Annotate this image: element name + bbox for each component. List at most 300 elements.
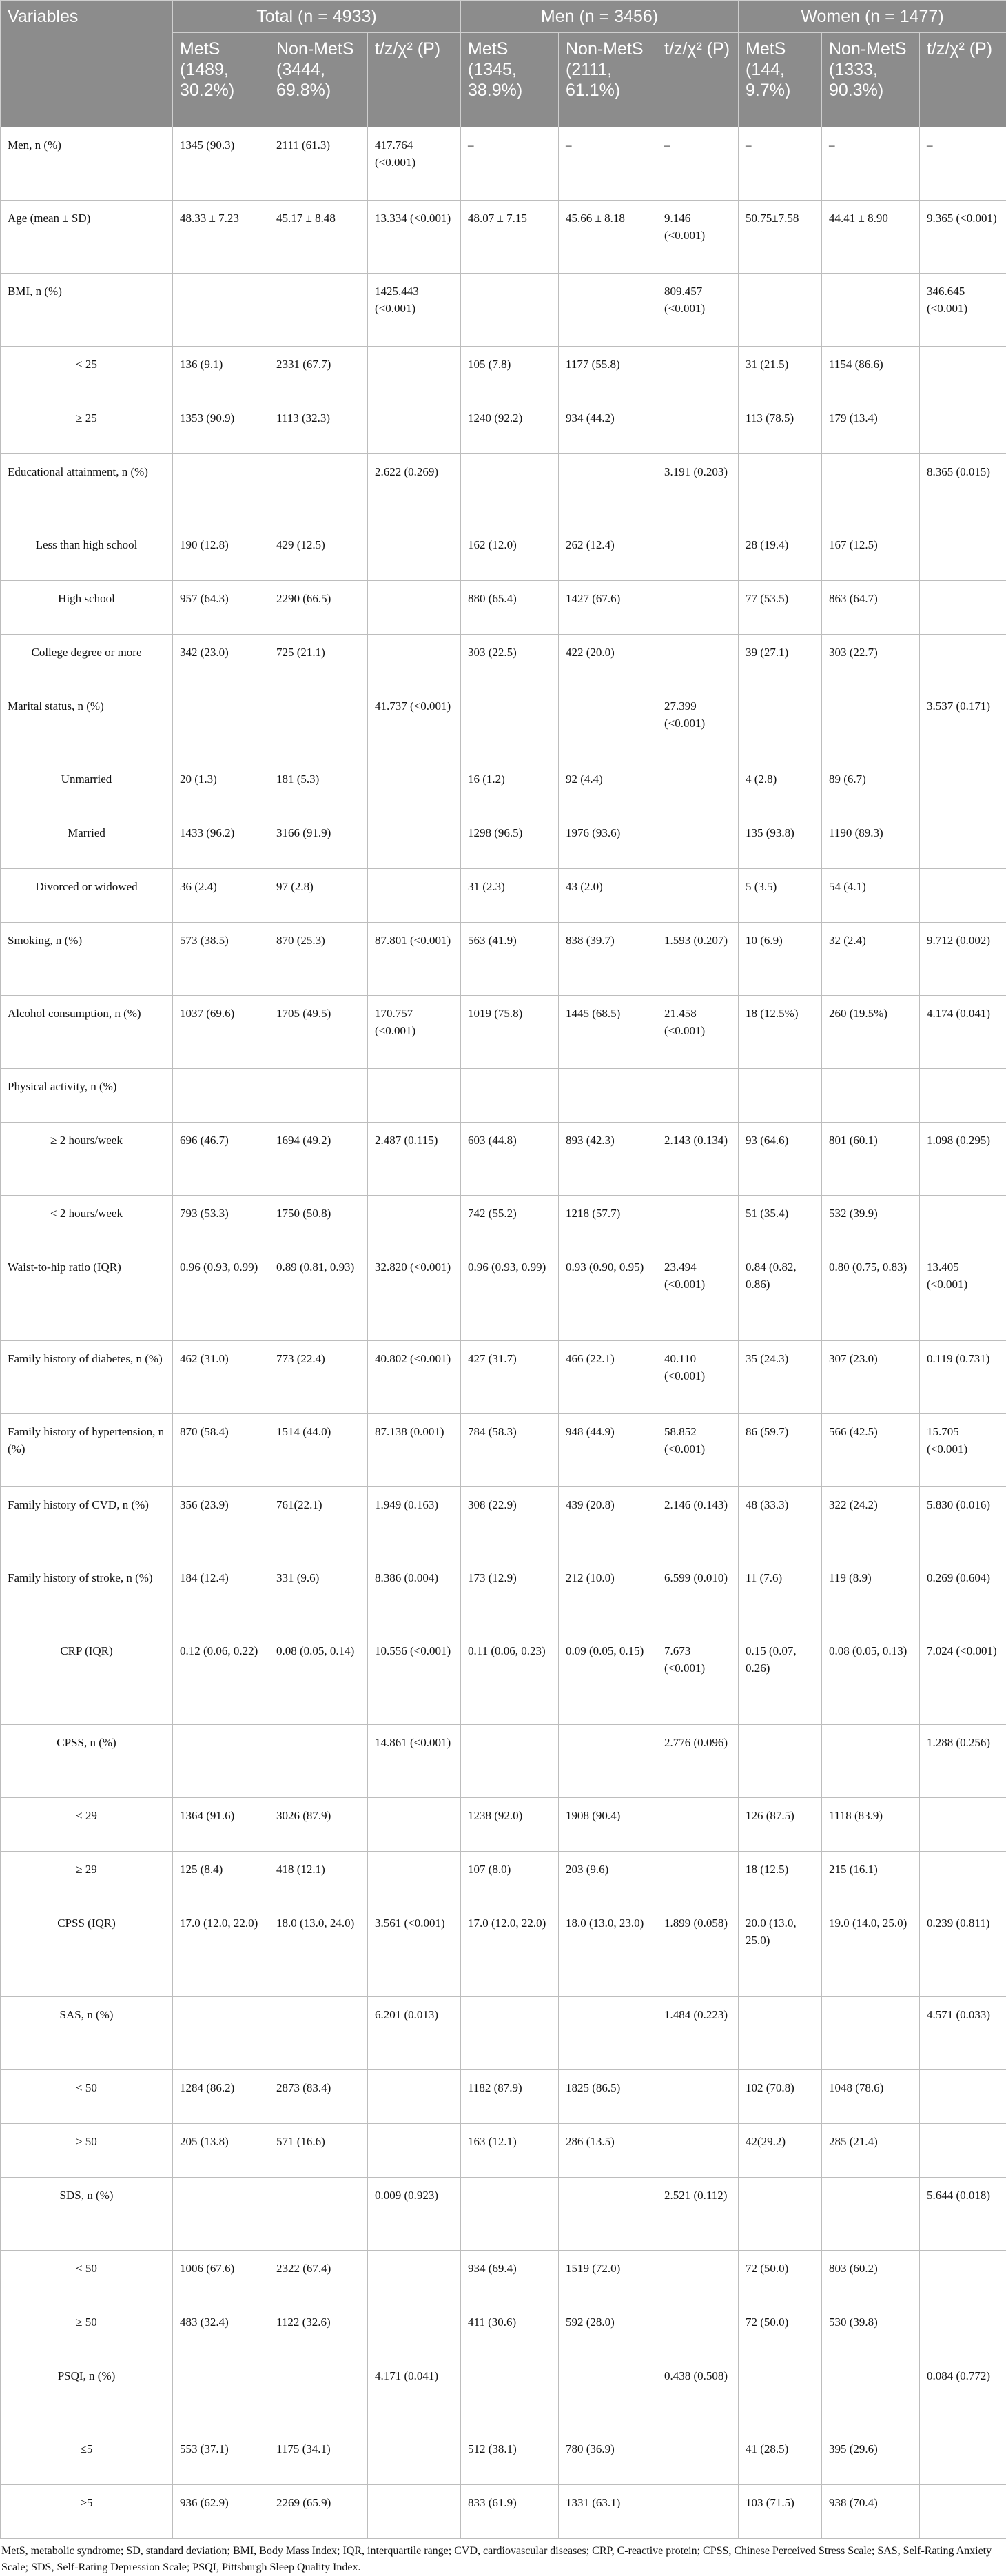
table-cell [920,1196,1006,1249]
table-cell: 7.024 (<0.001) [920,1633,1006,1725]
table-row [1,761,1006,815]
table-cell [739,454,822,527]
table-cell: 0.80 (0.75, 0.83) [822,1249,920,1341]
table-cell: 1218 (57.7) [559,1196,657,1249]
table-cell [920,2070,1006,2124]
row-label: CPSS, n (%) [1,1725,173,1798]
table-cell: 48.07 ± 7.15 [461,201,559,274]
table-cell [559,688,657,761]
table-cell: 2.143 (0.134) [657,1123,739,1196]
table-cell [657,2251,739,2304]
table-cell: 41 (28.5) [739,2431,822,2485]
table-cell: 793 (53.3) [173,1196,269,1249]
table-cell: 0.09 (0.05, 0.15) [559,1633,657,1725]
table-cell: 303 (22.7) [822,635,920,688]
table-cell: 395 (29.6) [822,2431,920,2485]
table-cell [269,1997,368,2070]
row-label: ≥ 50 [1,2124,173,2178]
table-cell: 86 (59.7) [739,1414,822,1487]
table-row [1,1852,1006,1905]
table-cell: 2.487 (0.115) [368,1123,461,1196]
table-cell: 136 (9.1) [173,347,269,400]
table-cell: 9.146 (<0.001) [657,201,739,274]
table-cell: 3026 (87.9) [269,1798,368,1852]
table-cell: 212 (10.0) [559,1560,657,1633]
table-cell [461,274,559,347]
table-cell: 92 (4.4) [559,761,657,815]
table-cell: 215 (16.1) [822,1852,920,1905]
table-row [1,1725,1006,1798]
table-cell [461,1069,559,1123]
table-cell: 0.438 (0.508) [657,2358,739,2431]
table-row [1,2304,1006,2358]
table-cell [920,761,1006,815]
table-cell: 0.269 (0.604) [920,1560,1006,1633]
row-label: ≥ 29 [1,1852,173,1905]
table-cell: 801 (60.1) [822,1123,920,1196]
table-cell [173,2358,269,2431]
table-row [1,996,1006,1069]
table-cell: 50.75±7.58 [739,201,822,274]
row-label: Age (mean ± SD) [1,201,173,274]
table-cell: 87.138 (0.001) [368,1414,461,1487]
table-cell: 181 (5.3) [269,761,368,815]
row-label: BMI, n (%) [1,274,173,347]
table-cell: 163 (12.1) [461,2124,559,2178]
table-cell [368,2431,461,2485]
row-label: College degree or more [1,635,173,688]
table-cell [920,2124,1006,2178]
table-cell: 773 (22.4) [269,1341,368,1414]
table-cell [368,581,461,635]
table-cell: 184 (12.4) [173,1560,269,1633]
row-label: < 50 [1,2070,173,2124]
table-cell: 418 (12.1) [269,1852,368,1905]
header-sub-column: t/z/χ² (P) [657,33,739,127]
table-cell: 725 (21.1) [269,635,368,688]
table-cell: 15.705 (<0.001) [920,1414,1006,1487]
table-cell: 0.93 (0.90, 0.95) [559,1249,657,1341]
table-cell: 809.457 (<0.001) [657,274,739,347]
row-label: Educational attainment, n (%) [1,454,173,527]
table-cell: 18 (12.5%) [739,996,822,1069]
header-sub-column: Non-MetS (3444, 69.8%) [269,33,368,127]
table-row [1,581,1006,635]
table-cell [559,2178,657,2251]
table-cell: 0.239 (0.811) [920,1905,1006,1997]
table-row [1,2178,1006,2251]
table-cell: 4.171 (0.041) [368,2358,461,2431]
table-cell: 102 (70.8) [739,2070,822,2124]
table-cell: 18.0 (13.0, 24.0) [269,1905,368,1997]
table-cell: 0.84 (0.82, 0.86) [739,1249,822,1341]
table-cell: 58.852 (<0.001) [657,1414,739,1487]
row-label: Family history of CVD, n (%) [1,1487,173,1560]
table-cell [269,1725,368,1798]
row-label: Family history of stroke, n (%) [1,1560,173,1633]
table-row [1,2070,1006,2124]
table-cell: 205 (13.8) [173,2124,269,2178]
table-cell: 1364 (91.6) [173,1798,269,1852]
table-cell: 1122 (32.6) [269,2304,368,2358]
table-cell [368,761,461,815]
table-cell: 2322 (67.4) [269,2251,368,2304]
table-row [1,2358,1006,2431]
table-cell: 23.494 (<0.001) [657,1249,739,1341]
table-row [1,1196,1006,1249]
table-cell [657,347,739,400]
row-label: PSQI, n (%) [1,2358,173,2431]
table-cell: 1182 (87.9) [461,2070,559,2124]
table-row [1,1341,1006,1414]
table-cell: 45.17 ± 8.48 [269,201,368,274]
table-cell: 9.712 (0.002) [920,923,1006,996]
table-cell: 126 (87.5) [739,1798,822,1852]
table-cell [920,2304,1006,2358]
table-cell: 1908 (90.4) [559,1798,657,1852]
table-cell: 41.737 (<0.001) [368,688,461,761]
table-row [1,869,1006,923]
table-cell [368,1196,461,1249]
row-label: High school [1,581,173,635]
row-label: Unmarried [1,761,173,815]
table-cell [368,2485,461,2539]
table-cell: 553 (37.1) [173,2431,269,2485]
table-cell [657,1196,739,1249]
header-sub-column: MetS (1489, 30.2%) [173,33,269,127]
table-cell: 32 (2.4) [822,923,920,996]
table-cell: 54 (4.1) [822,869,920,923]
table-cell [822,1725,920,1798]
table-cell: 2.622 (0.269) [368,454,461,527]
table-cell [368,2070,461,2124]
row-label: Less than high school [1,527,173,581]
table-cell [657,400,739,454]
table-cell: 356 (23.9) [173,1487,269,1560]
table-cell: 1514 (44.0) [269,1414,368,1487]
table-cell: 16 (1.2) [461,761,559,815]
table-cell: 1019 (75.8) [461,996,559,1069]
table-cell: 1445 (68.5) [559,996,657,1069]
table-cell: 125 (8.4) [173,1852,269,1905]
table-cell: 5.830 (0.016) [920,1487,1006,1560]
table-cell: 8.386 (0.004) [368,1560,461,1633]
table-cell [739,2358,822,2431]
table-row [1,400,1006,454]
table-cell: 2331 (67.7) [269,347,368,400]
table-cell: 1113 (32.3) [269,400,368,454]
table-cell: 696 (46.7) [173,1123,269,1196]
header-group-women: Women (n = 1477) [739,1,1006,33]
table-cell: 0.12 (0.06, 0.22) [173,1633,269,1725]
table-cell: 3.191 (0.203) [657,454,739,527]
table-cell [657,581,739,635]
table-cell: 3.561 (<0.001) [368,1905,461,1997]
table-cell: 35 (24.3) [739,1341,822,1414]
table-cell: 0.009 (0.923) [368,2178,461,2251]
table-cell: 1976 (93.6) [559,815,657,869]
table-cell: 4.571 (0.033) [920,1997,1006,2070]
row-label: ≥ 50 [1,2304,173,2358]
row-label: Men, n (%) [1,127,173,201]
table-body [1,127,1006,2539]
table-row [1,1997,1006,2070]
table-cell: 40.110 (<0.001) [657,1341,739,1414]
table-cell: 10.556 (<0.001) [368,1633,461,1725]
table-cell: 417.764 (<0.001) [368,127,461,201]
table-cell: 7.673 (<0.001) [657,1633,739,1725]
table-cell: 260 (19.5%) [822,996,920,1069]
table-cell [559,1997,657,2070]
table-cell: 1048 (78.6) [822,2070,920,2124]
table-cell: 803 (60.2) [822,2251,920,2304]
table-cell: 0.96 (0.93, 0.99) [461,1249,559,1341]
row-label: Family history of diabetes, n (%) [1,1341,173,1414]
table-cell: 285 (21.4) [822,2124,920,2178]
table-cell: 1.288 (0.256) [920,1725,1006,1798]
table-cell: 1006 (67.6) [173,2251,269,2304]
table-cell: 1433 (96.2) [173,815,269,869]
row-label: Family history of hypertension, n (%) [1,1414,173,1487]
table-cell: – [739,127,822,201]
table-cell: 1175 (34.1) [269,2431,368,2485]
table-cell: 32.820 (<0.001) [368,1249,461,1341]
table-cell: 0.89 (0.81, 0.93) [269,1249,368,1341]
table-cell: 307 (23.0) [822,1341,920,1414]
table-cell: 530 (39.8) [822,2304,920,2358]
table-cell: 742 (55.2) [461,1196,559,1249]
table-cell: 563 (41.9) [461,923,559,996]
table-cell [368,635,461,688]
table-cell: 870 (25.3) [269,923,368,996]
table-cell: 303 (22.5) [461,635,559,688]
table-cell: 167 (12.5) [822,527,920,581]
table-cell: 190 (12.8) [173,527,269,581]
table-cell: 780 (36.9) [559,2431,657,2485]
table-cell: 10 (6.9) [739,923,822,996]
table-row [1,1798,1006,1852]
table-cell [173,2178,269,2251]
table-row [1,2485,1006,2539]
row-label: Physical activity, n (%) [1,1069,173,1123]
table-cell [920,869,1006,923]
table-cell [920,1852,1006,1905]
table-cell: 566 (42.5) [822,1414,920,1487]
table-cell [559,1725,657,1798]
table-cell: 40.802 (<0.001) [368,1341,461,1414]
table-cell [739,688,822,761]
table-cell: 422 (20.0) [559,635,657,688]
table-cell: 0.15 (0.07, 0.26) [739,1633,822,1725]
row-label: ≥ 2 hours/week [1,1123,173,1196]
table-cell: 1.899 (0.058) [657,1905,739,1997]
table-cell [920,400,1006,454]
table-row [1,1905,1006,1997]
table-cell [657,2304,739,2358]
table-cell: 19.0 (14.0, 25.0) [822,1905,920,1997]
table-cell: 107 (8.0) [461,1852,559,1905]
table-cell [173,274,269,347]
table-cell: 833 (61.9) [461,2485,559,2539]
row-label: CRP (IQR) [1,1633,173,1725]
table-cell [368,1798,461,1852]
table-cell: 592 (28.0) [559,2304,657,2358]
table-cell: 2.146 (0.143) [657,1487,739,1560]
table-cell: 2111 (61.3) [269,127,368,201]
table-cell [657,815,739,869]
header-sub-column: t/z/χ² (P) [920,33,1006,127]
table-cell: 1118 (83.9) [822,1798,920,1852]
table-cell: 1427 (67.6) [559,581,657,635]
table-cell: 2873 (83.4) [269,2070,368,2124]
table-cell: 0.119 (0.731) [920,1341,1006,1414]
table-cell: 761(22.1) [269,1487,368,1560]
table-cell [368,815,461,869]
table-cell: 77 (53.5) [739,581,822,635]
header-sub-column: Non-MetS (2111, 61.1%) [559,33,657,127]
row-label: SAS, n (%) [1,1997,173,2070]
table-row [1,2251,1006,2304]
table-cell: 72 (50.0) [739,2251,822,2304]
table-cell [822,688,920,761]
table-cell: 2.776 (0.096) [657,1725,739,1798]
header-sub-column: t/z/χ² (P) [368,33,461,127]
table-cell: 31 (21.5) [739,347,822,400]
row-label: >5 [1,2485,173,2539]
table-cell: 43 (2.0) [559,869,657,923]
table-cell: 179 (13.4) [822,400,920,454]
table-cell: 1694 (49.2) [269,1123,368,1196]
table-cell: 1519 (72.0) [559,2251,657,2304]
table-cell [657,761,739,815]
row-label: Divorced or widowed [1,869,173,923]
table-row [1,201,1006,274]
table-cell: 1284 (86.2) [173,2070,269,2124]
table-cell: 1.593 (0.207) [657,923,739,996]
table-cell [173,454,269,527]
table-cell: 18 (12.5) [739,1852,822,1905]
table-cell: 51 (35.4) [739,1196,822,1249]
table-cell: – [657,127,739,201]
table-cell [657,1798,739,1852]
table-cell: 532 (39.9) [822,1196,920,1249]
table-cell: 1190 (89.3) [822,815,920,869]
table-cell: 31 (2.3) [461,869,559,923]
table-cell [368,1069,461,1123]
table-cell [657,2485,739,2539]
table-cell [368,527,461,581]
table-cell: 8.365 (0.015) [920,454,1006,527]
table-cell: 331 (9.6) [269,1560,368,1633]
table-cell: 14.861 (<0.001) [368,1725,461,1798]
table-cell: 342 (23.0) [173,635,269,688]
table-header [1,1,1006,127]
table-cell [559,2358,657,2431]
table-cell [822,2178,920,2251]
table-row [1,1487,1006,1560]
table-cell: 948 (44.9) [559,1414,657,1487]
table-cell [739,1725,822,1798]
table-cell: 173 (12.9) [461,1560,559,1633]
table-cell: 1425.443 (<0.001) [368,274,461,347]
table-cell: 934 (69.4) [461,2251,559,2304]
table-cell: 3.537 (0.171) [920,688,1006,761]
table-row [1,1249,1006,1341]
table-row [1,127,1006,201]
row-label: Smoking, n (%) [1,923,173,996]
table-cell: 0.11 (0.06, 0.23) [461,1633,559,1725]
table-cell [822,2358,920,2431]
table-cell [368,400,461,454]
row-label: ≥ 25 [1,400,173,454]
table-cell: 0.08 (0.05, 0.14) [269,1633,368,1725]
table-cell [559,454,657,527]
table-cell [559,1069,657,1123]
row-label: Waist-to-hip ratio (IQR) [1,1249,173,1341]
table-cell: 13.405 (<0.001) [920,1249,1006,1341]
table-cell: 571 (16.6) [269,2124,368,2178]
table-cell: 286 (13.5) [559,2124,657,2178]
table-cell [269,688,368,761]
table-cell: 1750 (50.8) [269,1196,368,1249]
table-cell: 2269 (65.9) [269,2485,368,2539]
table-row [1,1560,1006,1633]
row-label: < 29 [1,1798,173,1852]
header-sub-column: MetS (1345, 38.9%) [461,33,559,127]
table-cell [461,688,559,761]
table-cell: 934 (44.2) [559,400,657,454]
row-label: Married [1,815,173,869]
table-cell: 957 (64.3) [173,581,269,635]
table-cell: 262 (12.4) [559,527,657,581]
table-cell [269,2358,368,2431]
table-cell: – [822,127,920,201]
table-cell [739,1997,822,2070]
table-cell [368,2124,461,2178]
table-cell: 870 (58.4) [173,1414,269,1487]
table-cell: 105 (7.8) [461,347,559,400]
table-cell: 462 (31.0) [173,1341,269,1414]
table-cell [368,1852,461,1905]
table-cell: 135 (93.8) [739,815,822,869]
table-cell: 1.949 (0.163) [368,1487,461,1560]
table-cell [920,2431,1006,2485]
table-cell: 119 (8.9) [822,1560,920,1633]
table-cell: 9.365 (<0.001) [920,201,1006,274]
table-cell: – [559,127,657,201]
row-label: CPSS (IQR) [1,1905,173,1997]
table-cell: 427 (31.7) [461,1341,559,1414]
table-row [1,454,1006,527]
table-row [1,347,1006,400]
table-cell: 28 (19.4) [739,527,822,581]
row-label: Alcohol consumption, n (%) [1,996,173,1069]
table-cell: 439 (20.8) [559,1487,657,1560]
table-cell: 11 (7.6) [739,1560,822,1633]
table-cell: 6.599 (0.010) [657,1560,739,1633]
table-cell [461,1725,559,1798]
table-cell: 13.334 (<0.001) [368,201,461,274]
table-cell: 17.0 (12.0, 22.0) [173,1905,269,1997]
table-cell: 36 (2.4) [173,869,269,923]
table-cell: 113 (78.5) [739,400,822,454]
table-row [1,1123,1006,1196]
table-cell [269,1069,368,1123]
table-cell: 1353 (90.9) [173,400,269,454]
table-row [1,1633,1006,1725]
row-label: < 25 [1,347,173,400]
table-cell [657,635,739,688]
